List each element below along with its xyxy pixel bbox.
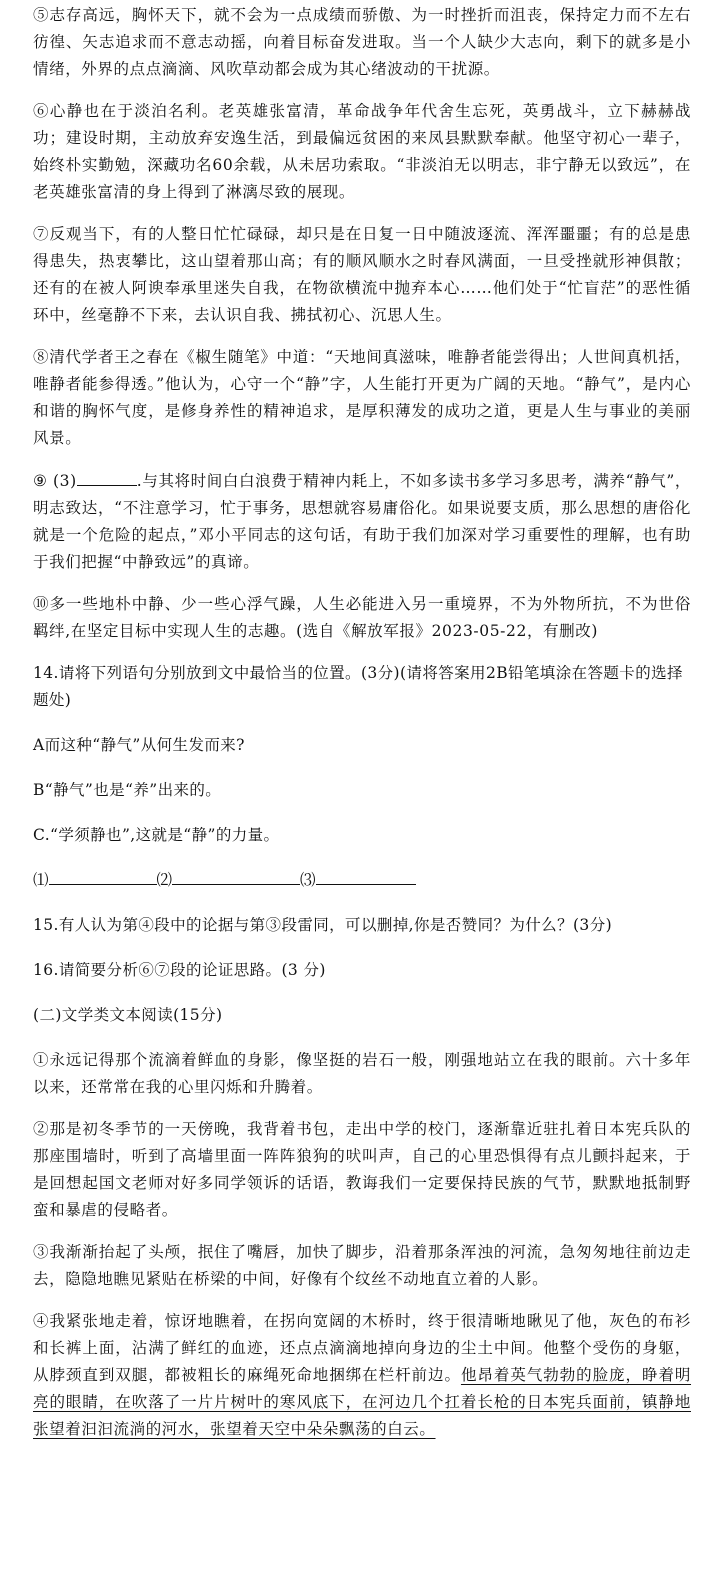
- paragraph-6: ⑥心静也在于淡泊名利。老英雄张富清，革命战争年代舍生忘死，英勇战斗，立下赫赫战功；建设时期，主动放弃安逸生活，到最偏远贫困的来凤县默默奉献。他坚守初心一辈子，始终朴实勤勉，深藏功名60余载，从未居功索取。“非淡泊无以明志，非宁静无以致远”，在老英雄张富清的身上得到了淋漓尽致的展现。: [33, 102, 691, 201]
- lit-paragraph-1: ①永远记得那个流滴着鲜血的身影，像坚挺的岩石一般，刚强地站立在我的眼前。六十多年以来，还常常在我的心里闪烁和升腾着。: [33, 1051, 691, 1096]
- section-heading-literature: (二)文学类文本阅读(15分): [33, 1006, 223, 1024]
- answer-line-1: [49, 868, 157, 885]
- option-b: B“静气”也是“养”出来的。: [33, 781, 222, 799]
- answer-blank-2: [157, 867, 301, 894]
- lit-paragraph-4: [33, 1308, 691, 1443]
- lit-paragraph-3: ③我渐渐抬起了头颅，抿住了嘴唇，加快了脚步，沿着那条浑浊的河流，急匆匆地往前边走去，隐隐地瞧见紧贴在桥梁的中间，好像有个纹丝不动地直立着的人影。: [33, 1243, 691, 1288]
- paragraph-7: ⑦反观当下，有的人整日忙忙碌碌，却只是在日复一日中随波逐流、浑浑噩噩；有的总是患得患失，热衷攀比，这山望着那山高；有的顺风顺水之时春风满面，一旦受挫就形神俱散；还有的在被人阿谀奉承里迷失自我，在物欲横流中抛弃本心……他们处于“忙盲茫”的恶性循环中，丝毫静不下来，去认识自我、拂拭初心、沉思人生。: [33, 225, 691, 324]
- question-16: 16.请简要分析⑥⑦段的论证思路。(3 分): [33, 961, 326, 979]
- answer-blank-1: [33, 867, 157, 894]
- paragraph-9-text: .与其将时间白白浪费于精神内耗上，不如多读书多学习多思考，满养“静气”，明志致达，“不注意学习，忙于事务，思想就容易庸俗化。如果说要支质，那么思想的唐俗化就是一个危险的起点，”邓小平同志的这句话，有助于我们加深对学习重要性的理解，也有助于我们把握“中静致远”的真谛。: [33, 472, 691, 571]
- option-a: A而这种“静气”从何生发而来?: [33, 736, 245, 754]
- answer-blanks: [33, 867, 691, 894]
- answer-blank-2-label: ⑵: [156, 871, 173, 889]
- answer-line-3: [316, 868, 416, 885]
- paragraph-10: ⑩多一些地朴中静、少一些心浮气躁，人生必能进入另一重境界，不为外物所抗，不为世俗羁绊,在坚定目标中实现人生的志趣。(选自《解放军报》2023-05-22，有删改): [33, 595, 691, 640]
- answer-blank-3: [300, 867, 416, 894]
- answer-line-2: [172, 868, 300, 885]
- answer-blank-1-label: ⑴: [33, 871, 49, 889]
- question-14-stem: 14.请将下列语句分别放到文中最恰当的位置。(3分)(请将答案用2B铅笔填涂在答题卡的选择题处): [33, 664, 683, 709]
- paragraph-5: ⑤志存高远，胸怀天下，就不会为一点成绩而骄傲、为一时挫折而沮丧，保持定力而不左右彷徨、矢志追求而不意志动摇，向着目标奋发进取。当一个人缺少大志向，剩下的就多是小情绪，外界的点点滴滴、风吹草动都会成为其心绪波动的干扰源。: [33, 6, 691, 78]
- question-15: 15.有人认为第④段中的论据与第③段雷同，可以删掉,你是否赞同？为什么？(3分): [33, 916, 613, 934]
- lit-paragraph-4-text: ④我紧张地走着，惊讶地瞧着，在拐向宽阔的木桥时，终于很清晰地瞅见了他，灰色的布衫和长裤上面，沾满了鲜红的血迹，还点点滴滴地掉向身边的尘土中间。他整个受伤的身躯，从脖颈直到双腿，都被粗长的麻绳死命地捆绑在栏杆前边。: [33, 1312, 691, 1384]
- paragraph-9: [33, 467, 691, 576]
- lit-paragraph-2: ②那是初冬季节的一天傍晚，我背着书包，走出中学的校门，逐渐靠近驻扎着日本宪兵队的那座围墙时，听到了高墙里面一阵阵狼狗的吠叫声，自己的心里恐惧得有点儿颤抖起来，于是回想起国文老师对好多同学领诉的话语，教诲我们一定要保持民族的气节，默默地抵制野蛮和暴虐的侵略者。: [33, 1120, 691, 1219]
- paragraph-8: ⑧清代学者王之春在《椒生随笔》中道：“天地间真滋味，唯静者能尝得出；人世间真机括，唯静者能参得透。”他认为，心守一个“静”字，人生能打开更为广阔的天地。“静气”，是内心和谐的胸怀气度，是修身养性的精神追求，是厚积薄发的成功之道，更是人生与事业的美丽风景。: [33, 348, 691, 447]
- underlined-sentence: 他昂着英气勃勃的脸庞，睁着明亮的眼睛，在吹落了一片片树叶的寒风底下，在河边几个扛着长枪的日本宪兵面前，镇静地张望着汩汩流淌的河水，张望着天空中朵朵飘荡的白云。: [33, 1366, 692, 1438]
- blank-3: [77, 467, 137, 486]
- answer-blank-3-label: ⑶: [300, 871, 316, 889]
- option-c: C.“学须静也”,这就是“静”的力量。: [33, 826, 280, 844]
- paragraph-9-prefix: ⑨ (3): [33, 472, 77, 490]
